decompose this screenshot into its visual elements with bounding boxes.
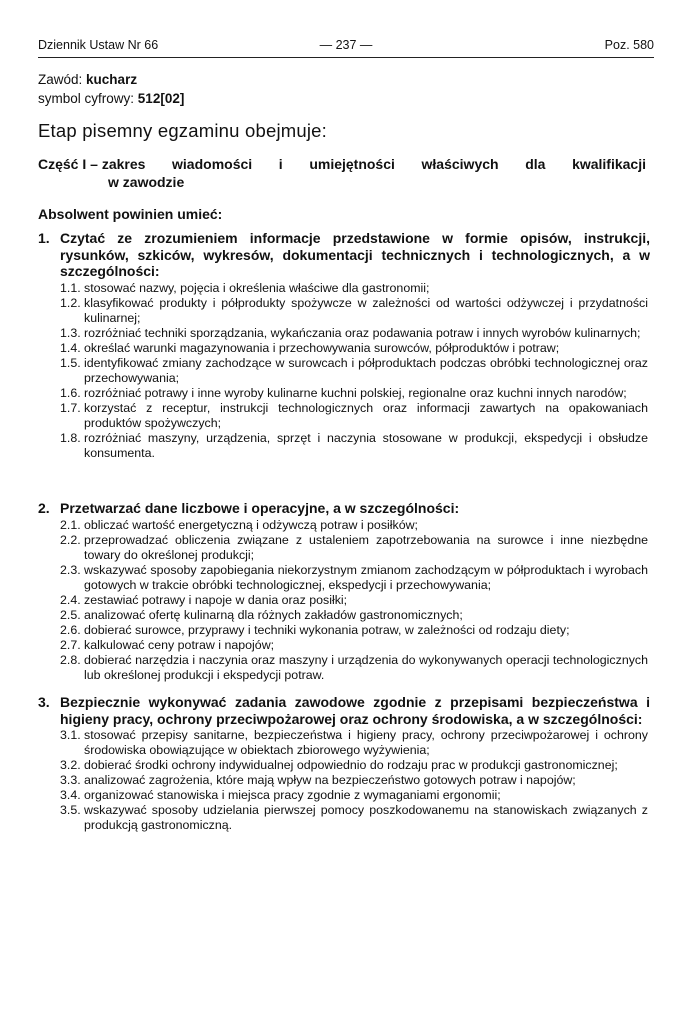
part-heading-word: i <box>278 156 283 172</box>
section-number: 2. <box>38 500 50 516</box>
list-item <box>38 518 650 533</box>
position-number: Poz. 580 <box>604 38 654 52</box>
list-item-text: przeprowadzać obliczenia związane z ustaleniem zapotrzebowania na surowce i inne niezbędne towary do określonej produkcji; <box>84 532 648 562</box>
list-item-number: 3.5. <box>60 803 81 817</box>
list-item-text: dobierać środki ochrony indywidualnej odpowiednio do rodzaju prac w produkcji gastronomicznej; <box>84 758 618 772</box>
profession-value: kucharz <box>86 72 138 87</box>
list-item-number: 2.2. <box>60 532 81 547</box>
section-3 <box>38 694 650 833</box>
list-item-text: klasyfikować produkty i półprodukty spożywcze w zależności od wartości odżywczej i przydatności kulinarnej; <box>84 295 648 325</box>
profession-info <box>38 70 184 108</box>
list-item <box>38 608 650 623</box>
list-item <box>38 326 650 341</box>
list-item <box>38 638 650 653</box>
section-items <box>38 281 650 461</box>
part-heading-line1 <box>38 155 646 173</box>
list-item-number: 1.8. <box>60 430 81 445</box>
part-heading <box>38 155 646 191</box>
document-page <box>38 0 654 1024</box>
list-item-number: 1.4. <box>60 340 81 355</box>
list-item <box>38 803 650 833</box>
section-number: 3. <box>38 694 50 710</box>
list-item <box>38 653 650 683</box>
list-item-text: rozróżniać techniki sporządzania, wykańczania oraz podawania potraw i innych wyrobów kulinarnych; <box>84 325 641 340</box>
list-item <box>38 563 650 593</box>
exam-stage-title: Etap pisemny egzaminu obejmuje: <box>38 120 327 141</box>
list-item-text: dobierać narzędzia i naczynia oraz maszyny i urządzenia do wykonywanych operacji technologicznych lub określonej produkcji i ekspedycji potraw. <box>84 652 648 682</box>
part-heading-line2: w zawodzie <box>108 174 185 190</box>
list-item-text: rozróżniać potrawy i inne wyroby kulinarne kuchni polskiej, regionalne oraz kuchni innych narodów; <box>84 385 627 400</box>
list-item-text: organizować stanowiska i miejsca pracy zgodnie z wymaganiami ergonomii; <box>84 788 501 802</box>
list-item-number: 2.3. <box>60 562 81 577</box>
list-item <box>38 296 650 326</box>
list-item <box>38 431 650 461</box>
list-item-text: określać warunki magazynowania i przechowywania surowców, półproduktów i potraw; <box>84 340 560 355</box>
journal-name: Dziennik Ustaw Nr 66 <box>38 38 159 52</box>
section-title: Bezpiecznie wykonywać zadania zawodowe zgodnie z przepisami bezpieczeństwa i higieny pracy, ochrony przeciwpożarowej oraz ochrony środowiska, a w szczególności: <box>60 694 650 727</box>
section-heading <box>38 500 650 517</box>
list-item-number: 2.4. <box>60 592 81 607</box>
list-item-number: 3.3. <box>60 773 81 787</box>
list-item-number: 2.8. <box>60 652 81 667</box>
part-heading-word: właściwych <box>421 156 499 172</box>
list-item <box>38 728 650 758</box>
list-item <box>38 341 650 356</box>
part-heading-word: dla <box>525 156 546 172</box>
profession-label: Zawód: <box>38 72 83 87</box>
section-1 <box>38 230 650 461</box>
list-item-text: stosować nazwy, pojęcia i określenia właściwe dla gastronomii; <box>84 280 430 295</box>
list-item-text: kalkulować ceny potraw i napojów; <box>84 637 275 652</box>
list-item <box>38 788 650 803</box>
list-item-text: obliczać wartość energetyczną i odżywczą potraw i posiłków; <box>84 517 419 532</box>
list-item <box>38 281 650 296</box>
page-number: — 237 — <box>319 38 373 52</box>
list-item-number: 2.6. <box>60 622 81 637</box>
section-items <box>38 728 650 833</box>
list-item-number: 2.7. <box>60 637 81 652</box>
list-item <box>38 773 650 788</box>
list-item-number: 1.3. <box>60 325 81 340</box>
section-title: Czytać ze zrozumieniem informacje przedstawione w formie opisów, instrukcji, rysunków, szkiców, wykresów, dokumentacji technicznych i technologicznych, a w szczególności: <box>60 230 650 279</box>
list-item <box>38 623 650 638</box>
list-item-number: 1.7. <box>60 400 81 415</box>
part-heading-word: wiadomości <box>172 156 253 172</box>
part-heading-word: umiejętności <box>309 156 395 172</box>
list-item-text: analizować zagrożenia, które mają wpływ na bezpieczeństwo gotowych potraw i napojów; <box>84 773 576 787</box>
graduate-heading: Absolwent powinien umieć: <box>38 206 223 222</box>
list-item-number: 1.6. <box>60 385 81 400</box>
section-heading <box>38 230 650 280</box>
symbol-label: symbol cyfrowy: <box>38 91 135 106</box>
list-item-text: wskazywać sposoby zapobiegania niekorzystnym zmianom zachodzącym w półproduktach i wyrobach gotowych w trakcie obróbki technologicznej, ekspedycji i przechowywania; <box>84 562 648 592</box>
section-items <box>38 518 650 683</box>
list-item-text: rozróżniać maszyny, urządzenia, sprzęt i naczynia stosowane w produkcji, ekspedycji i obsłudze konsumenta. <box>84 430 648 460</box>
part-heading-word: kwalifikacji <box>572 156 646 172</box>
running-header <box>38 38 654 56</box>
list-item-text: wskazywać sposoby udzielania pierwszej pomocy poszkodowanemu na stanowiskach związanych z produkcją gastronomiczną. <box>84 803 648 832</box>
section-title: Przetwarzać dane liczbowe i operacyjne, a w szczególności: <box>60 500 460 516</box>
list-item-text: stosować przepisy sanitarne, bezpieczeństwa i higieny pracy, ochrony przeciwpożarowej i ochrony środowiska obowiązujące w obiektach zbiorowego wyżywienia; <box>84 728 648 757</box>
list-item-number: 3.2. <box>60 758 81 772</box>
list-item <box>38 386 650 401</box>
symbol-value: 512[02] <box>137 91 185 106</box>
section-number: 1. <box>38 230 50 246</box>
list-item <box>38 401 650 431</box>
list-item-number: 3.1. <box>60 728 81 742</box>
list-item <box>38 356 650 386</box>
list-item-number: 2.5. <box>60 607 81 622</box>
list-item-text: identyfikować zmiany zachodzące w surowcach i półproduktach podczas obróbki technologicznej oraz przechowywania; <box>84 355 648 385</box>
list-item-text: analizować ofertę kulinarną dla różnych zakładów gastronomicznych; <box>84 607 463 622</box>
list-item <box>38 758 650 773</box>
header-divider <box>38 57 654 58</box>
part-heading-word: Część I – zakres <box>38 156 146 172</box>
section-2 <box>38 500 650 683</box>
list-item-number: 2.1. <box>60 517 81 532</box>
list-item-number: 1.1. <box>60 280 81 295</box>
list-item <box>38 533 650 563</box>
list-item-text: korzystać z receptur, instrukcji technologicznych oraz informacji zawartych na opakowaniach produktów spożywczych; <box>84 400 648 430</box>
list-item-text: zestawiać potrawy i napoje w dania oraz posiłki; <box>84 592 348 607</box>
list-item-number: 1.2. <box>60 295 81 310</box>
list-item-number: 3.4. <box>60 788 81 802</box>
list-item <box>38 593 650 608</box>
section-heading <box>38 694 650 727</box>
list-item-text: dobierać surowce, przyprawy i techniki wykonania potraw, w zależności od rodzaju diety; <box>84 622 570 637</box>
list-item-number: 1.5. <box>60 355 81 370</box>
